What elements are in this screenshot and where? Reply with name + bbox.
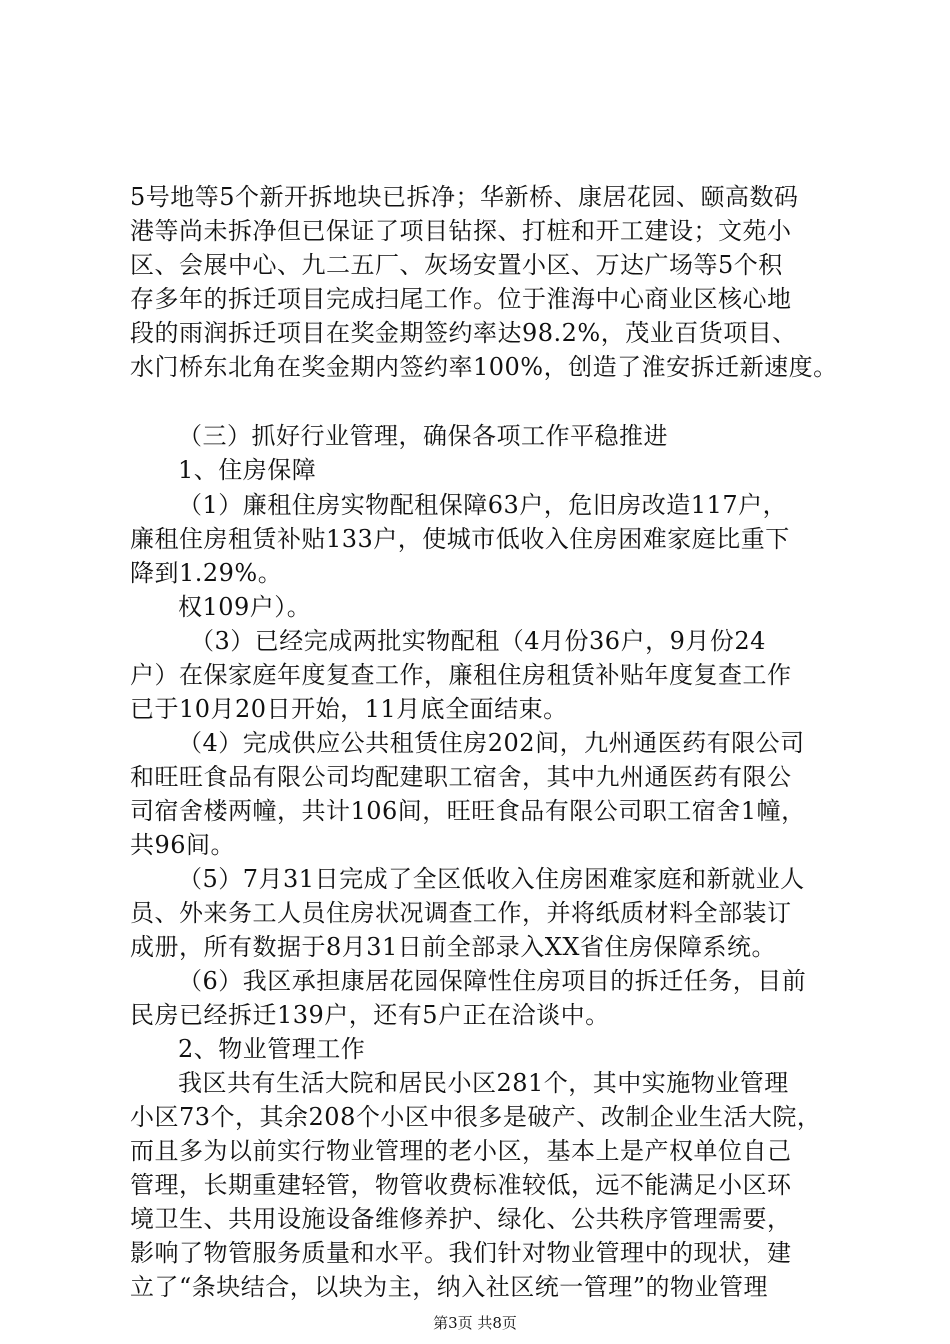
text-line: 影响了物管服务质量和水平。我们针对物业管理中的现状，建 bbox=[130, 1239, 792, 1267]
text-line: 我区共有生活大院和居民小区281个，其中实施物业管理 bbox=[178, 1069, 789, 1097]
text-line: 户）在保家庭年度复查工作，廉租住房租赁补贴年度复查工作 bbox=[130, 661, 792, 689]
text-line: 小区73个，其余208个小区中很多是破产、改制企业生活大院， bbox=[130, 1103, 822, 1131]
text-line: 境卫生、共用设施设备维修养护、绿化、公共秩序管理需要， bbox=[130, 1205, 792, 1233]
text-line: 段的雨润拆迁项目在奖金期签约率达98.2%，茂业百货项目、 bbox=[130, 319, 797, 347]
text-line: 水门桥东北角在奖金期内签约率100%，创造了淮安拆迁新速度。 bbox=[130, 353, 838, 381]
text-line: （6）我区承担康居花园保障性住房项目的拆迁任务，目前 bbox=[178, 967, 807, 995]
text-line: 廉租住房租赁补贴133户，使城市低收入住房困难家庭比重下 bbox=[130, 525, 790, 553]
text-line: （4）完成供应公共租赁住房202间，九州通医药有限公司 bbox=[178, 729, 805, 757]
text-line: 员、外来务工人员住房状况调查工作，并将纸质材料全部装订 bbox=[130, 899, 792, 927]
subsection-heading: 2、物业管理工作 bbox=[178, 1035, 366, 1063]
section-heading: （三）抓好行业管理，确保各项工作平稳推进 bbox=[178, 422, 668, 450]
text-line: 降到1.29%。 bbox=[130, 559, 283, 587]
subsection-heading: 1、住房保障 bbox=[178, 456, 317, 484]
text-line: 共96间。 bbox=[130, 831, 236, 859]
text-line: （1）廉租住房实物配租保障63户，危旧房改造117户， bbox=[178, 491, 788, 519]
text-line: 司宿舍楼两幢，共计106间，旺旺食品有限公司职工宿舍1幢， bbox=[130, 797, 806, 825]
text-line: 管理，长期重建轻管，物管收费标准较低，远不能满足小区环 bbox=[130, 1171, 792, 1199]
text-line: （3）已经完成两批实物配租（4月份36户，9月份24 bbox=[190, 627, 766, 655]
page-number-footer: 第3页 共8页 bbox=[433, 1314, 517, 1332]
text-line: 而且多为以前实行物业管理的老小区，基本上是产权单位自己 bbox=[130, 1137, 792, 1165]
text-line: 民房已经拆迁139户，还有5户正在洽谈中。 bbox=[130, 1001, 610, 1029]
text-line: 权109户）。 bbox=[178, 593, 312, 621]
text-line: 已于10月20日开始，11月底全面结束。 bbox=[130, 695, 568, 723]
text-line: （5）7月31日完成了全区低收入住房困难家庭和新就业人 bbox=[178, 865, 805, 893]
text-line: 港等尚未拆净但已保证了项目钻探、打桩和开工建设；文苑小 bbox=[130, 217, 792, 245]
text-line: 立了“条块结合，以块为主，纳入社区统一管理”的物业管理 bbox=[130, 1273, 769, 1301]
text-line: 和旺旺食品有限公司均配建职工宿舍，其中九州通医药有限公 bbox=[130, 763, 792, 791]
text-line: 区、会展中心、九二五厂、灰场安置小区、万达广场等5个积 bbox=[130, 251, 783, 279]
text-line: 5号地等5个新开拆地块已拆净；华新桥、康居花园、颐高数码 bbox=[130, 183, 799, 211]
text-line: 存多年的拆迁项目完成扫尾工作。位于淮海中心商业区核心地 bbox=[130, 285, 792, 313]
text-line: 成册，所有数据于8月31日前全部录入XX省住房保障系统。 bbox=[130, 933, 776, 961]
